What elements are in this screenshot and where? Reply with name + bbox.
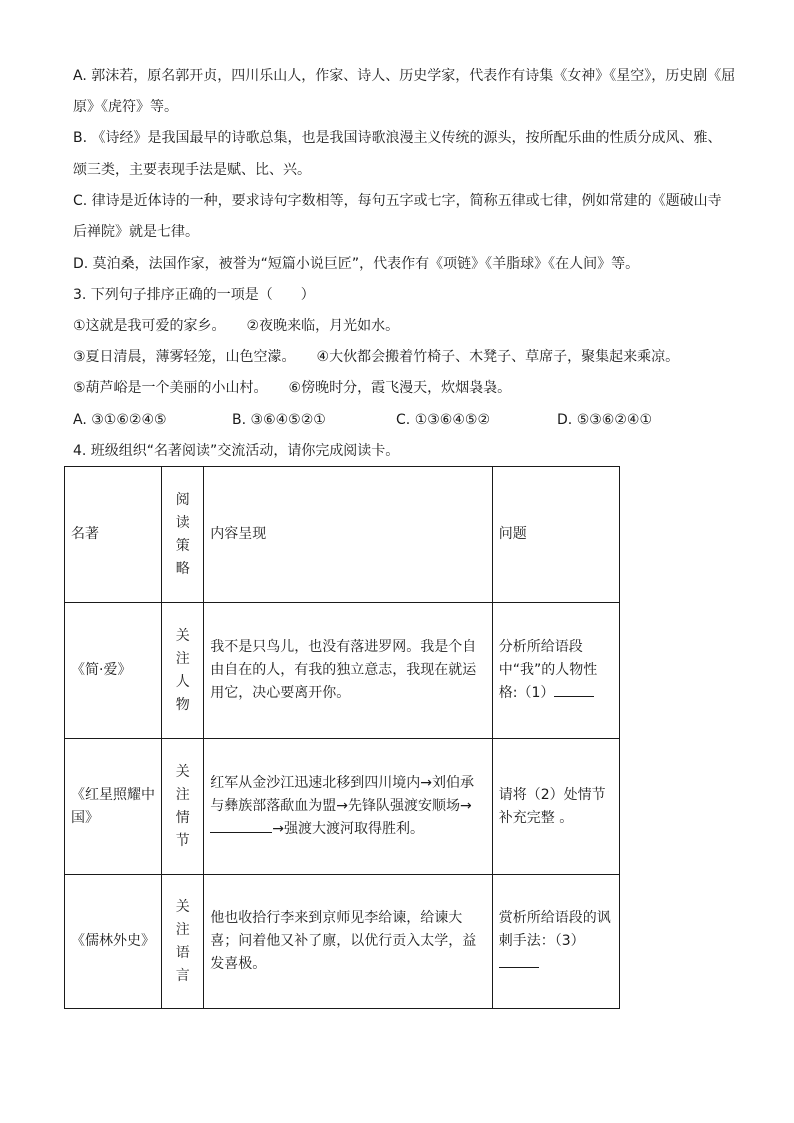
choice-b[interactable] [232,410,326,430]
question-cell: 请将（2）处情节补充完整 。 [492,739,619,875]
question-4-stem: 4. 班级组织“名著阅读”交流活动，请你完成阅读卡。 [73,443,400,459]
option-a-line-1: A. 郭沫若，原名郭开贞，四川乐山人，作家、诗人、历史学家，代表作有诗集《女神》《星空》，历史剧《屈 [73,68,736,84]
content-cell: 红军从金沙江迅速北移到四川境内→刘伯承与彝族部落歃血为盟→先锋队强渡安顺场→→强渡大渡河取得胜利。 [204,739,493,875]
choice-c[interactable] [396,410,490,430]
sentence-line-1: ①这就是我可爱的家乡。 ②夜晚来临，月光如水。 [73,318,400,334]
answer-blank-2[interactable] [210,818,272,833]
answer-blank-1[interactable] [554,682,594,697]
choice-label: C. [396,412,411,428]
choice-a[interactable] [73,410,167,430]
header-book: 名著 [65,467,162,603]
option-b-line-2: 颂三类，主要表现手法是赋、比、兴。 [73,162,311,178]
question-3-stem: 3. 下列句子排序正确的一项是（ ） [73,287,315,303]
table-row [65,603,620,739]
choice-text: ③①⑥②④⑤ [91,412,167,428]
content-cell: 我不是只鸟儿，也没有落进罗网。我是个自由自在的人，有我的独立意志，我现在就运用它，决心要离开你。 [204,603,493,739]
header-strategy: 阅读策略 [162,467,204,603]
choice-label: D. [557,412,573,428]
header-content: 内容呈现 [204,467,493,603]
sentence-line-2: ③夏日清晨，薄雾轻笼，山色空濛。 ④大伙都会搬着竹椅子、木凳子、草席子，聚集起来乘凉。 [73,349,680,365]
sentence-line-3: ⑤葫芦峪是一个美丽的小山村。 ⑥傍晚时分，霞飞漫天，炊烟袅袅。 [73,380,512,396]
choice-text: ①③⑥④⑤② [414,412,490,428]
header-question: 问题 [492,467,619,603]
strategy-cell: 关注语言 [162,875,204,1009]
strategy-cell: 关注情节 [162,739,204,875]
strategy-cell: 关注人物 [162,603,204,739]
choice-label: A. [73,412,87,428]
option-c-line-1: C. 律诗是近体诗的一种，要求诗句字数相等，每句五字或七字，简称五律或七律，例如常建的《题破山寺 [73,193,722,209]
content-cell: 他也收拾行李来到京师见李给谏，给谏大喜；问着他又补了廪，以优行贡入太学，益发喜极。 [204,875,493,1009]
table-row [65,875,620,1009]
option-a-line-2: 原》《虎符》等。 [73,99,178,115]
choice-d[interactable] [557,410,652,430]
option-d-line-1: D. 莫泊桑，法国作家，被誉为“短篇小说巨匠”，代表作有《项链》《羊脂球》《在人间》等。 [73,256,640,272]
table-header-row [65,467,620,603]
choice-text: ⑤③⑥②④① [576,412,652,428]
question-cell: 分析所给语段中“我”的人物性格:（1） [492,603,619,739]
option-b-line-1: B. 《诗经》是我国最早的诗歌总集，也是我国诗歌浪漫主义传统的源头，按所配乐曲的性质分成风、雅、 [73,130,722,146]
reading-card-table [64,466,620,1009]
question-cell: 赏析所给语段的讽刺手法：（3） [492,875,619,1009]
book-title: 《儒林外史》 [65,875,162,1009]
book-title: 《简·爱》 [65,603,162,739]
choice-text: ③⑥④⑤②① [250,412,326,428]
book-title: 《红星照耀中国》 [65,739,162,875]
choice-label: B. [232,412,247,428]
table-row [65,739,620,875]
option-c-line-2: 后禅院》就是七律。 [73,224,199,240]
answer-blank-3[interactable] [499,953,539,968]
